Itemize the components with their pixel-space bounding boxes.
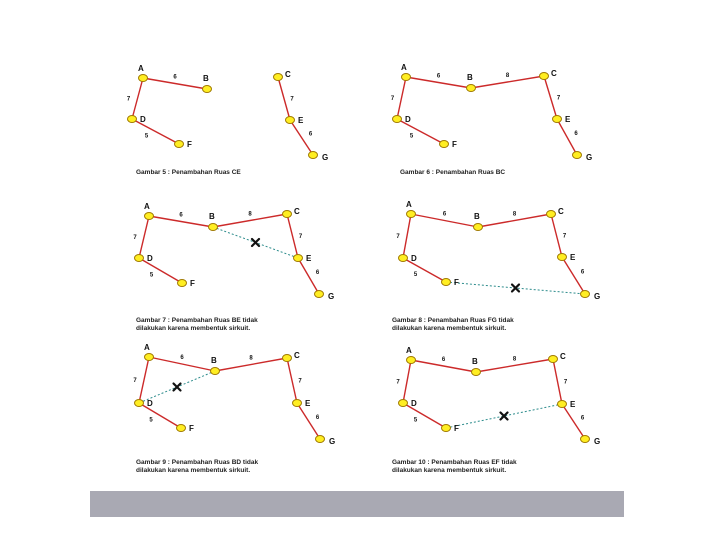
graph-node: [440, 141, 449, 148]
graph-node: [315, 291, 324, 298]
graph-edge: [553, 359, 562, 404]
graph-edge: [403, 214, 411, 258]
edge-weight-label: 6: [179, 212, 183, 219]
node-label: G: [328, 292, 335, 301]
graph-node: [209, 224, 218, 231]
figure-caption: dilakukan karena membentuk sirkuit.: [392, 467, 507, 474]
graph-edge: [290, 120, 313, 155]
edge-weight-label: 8: [512, 356, 517, 363]
node-label: D: [147, 399, 153, 408]
figure-caption: Gambar 7 : Penambahan Ruas BE tidak: [136, 317, 258, 324]
edge-weight-label: 7: [396, 379, 400, 386]
edge-weight-label: 8: [505, 73, 510, 79]
node-label: E: [298, 116, 304, 125]
node-label: B: [211, 356, 217, 365]
node-label: F: [189, 424, 194, 433]
node-label: B: [467, 73, 473, 82]
figure-caption: Gambar 10 : Penambahan Ruas EF tidak: [392, 459, 517, 466]
edge-weight-label: 7: [396, 234, 400, 240]
graph-edge: [562, 404, 585, 439]
graph-panel: [127, 64, 328, 176]
graph-node: [175, 141, 184, 148]
graph-node: [573, 152, 582, 159]
node-label: D: [411, 254, 417, 263]
edge-weight-label: 6: [580, 269, 585, 276]
node-label: C: [560, 352, 566, 361]
node-label: A: [138, 64, 144, 73]
node-label: G: [594, 437, 601, 446]
node-label: D: [405, 115, 411, 124]
edge-weight-label: 6: [315, 270, 320, 276]
edge-weight-label: 6: [436, 73, 441, 80]
graph-node: [316, 436, 325, 443]
edge-weight-label: 5: [413, 272, 418, 278]
node-label: F: [190, 279, 195, 288]
edge-weight-label: 7: [133, 378, 137, 384]
graph-panel: [133, 343, 335, 474]
graph-edge: [139, 216, 149, 258]
edge-weight-label: 5: [149, 272, 154, 279]
edge-weight-label: 6: [308, 131, 313, 138]
edge-weight-label: 5: [413, 417, 418, 424]
graph-node: [139, 75, 148, 82]
edge-weight-label: 8: [512, 211, 517, 218]
graph-node: [472, 369, 481, 376]
graph-edge: [544, 76, 557, 119]
graph-node: [145, 213, 154, 220]
edge-weight-label: 8: [248, 211, 252, 218]
graph-edge: [403, 403, 446, 428]
graph-edge: [557, 119, 577, 155]
graph-edge: [551, 214, 562, 257]
graph-node: [294, 255, 303, 262]
graph-node: [402, 74, 411, 81]
node-label: E: [305, 399, 311, 408]
edge-weight-label: 6: [580, 415, 585, 422]
node-label: A: [401, 63, 407, 72]
graph-panel: [391, 63, 592, 176]
graph-node: [283, 355, 292, 362]
figure-caption: dilakukan karena membentuk sirkuit.: [392, 325, 507, 332]
graph-node: [467, 85, 476, 92]
edge-weight-label: 7: [390, 96, 395, 102]
graph-node: [549, 356, 558, 363]
graph-node: [203, 86, 212, 93]
edge-weight-label: 7: [556, 95, 561, 102]
graph-edge: [139, 258, 182, 283]
node-label: B: [472, 357, 478, 366]
graph-node: [540, 73, 549, 80]
graph-panel: [392, 200, 600, 332]
node-label: F: [454, 278, 459, 287]
graph-node: [145, 354, 154, 361]
edge-weight-label: 7: [563, 379, 568, 386]
node-label: C: [558, 207, 564, 216]
node-label: G: [329, 437, 336, 446]
panels-root: [127, 63, 600, 474]
figure-caption: Gambar 5 : Penambahan Ruas CE: [136, 169, 241, 176]
figure-caption: dilakukan karena membentuk sirkuit.: [136, 467, 251, 474]
graph-panel: [133, 202, 334, 332]
graph-edge: [403, 258, 446, 282]
edge-weight-label: 6: [173, 74, 177, 81]
graph-node: [399, 400, 408, 407]
node-label: A: [406, 346, 412, 355]
figure-caption: dilakukan karena membentuk sirkuit.: [136, 325, 251, 332]
node-label: F: [452, 140, 457, 149]
node-label: C: [294, 351, 300, 360]
graph-node: [581, 291, 590, 298]
graph-node: [581, 436, 590, 443]
graph-edge: [287, 358, 297, 403]
edge-weight-label: 8: [249, 355, 253, 362]
footer-bar: [90, 491, 624, 517]
figure-caption: Gambar 8 : Penambahan Ruas FG tidak: [392, 317, 514, 324]
node-label: E: [565, 115, 571, 124]
graph-node: [407, 357, 416, 364]
graph-edge: [278, 77, 290, 120]
node-label: G: [586, 153, 593, 162]
graph-node: [283, 211, 292, 218]
edge-weight-label: 6: [574, 131, 578, 137]
node-label: E: [306, 254, 312, 263]
node-label: A: [144, 343, 150, 352]
graph-node: [211, 368, 220, 375]
graph-edge: [562, 257, 585, 294]
graph-node: [393, 116, 402, 123]
graph-node: [135, 255, 144, 262]
node-label: G: [322, 153, 329, 162]
node-label: E: [570, 400, 576, 409]
node-label: B: [474, 212, 480, 221]
edge-weight-label: 5: [144, 133, 149, 140]
graph-node: [135, 400, 144, 407]
graph-edge: [298, 258, 319, 294]
edge-weight-label: 6: [180, 355, 184, 361]
graph-node: [178, 280, 187, 287]
node-label: D: [411, 399, 417, 408]
node-label: C: [285, 70, 291, 79]
graph-edge: [139, 403, 181, 428]
edge-weight-label: 6: [441, 357, 446, 363]
edge-weight-label: 7: [126, 96, 131, 103]
graph-panel: [392, 346, 600, 474]
graph-node: [553, 116, 562, 123]
node-label: F: [187, 140, 192, 149]
figure-caption: Gambar 9 : Penambahan Ruas BD tidak: [136, 459, 259, 466]
graph-node: [474, 224, 483, 231]
graph-node: [293, 400, 302, 407]
rejected-x-icon: [174, 384, 181, 391]
graph-node: [399, 255, 408, 262]
graph-node: [177, 425, 186, 432]
graph-node: [407, 211, 416, 218]
node-label: G: [594, 292, 601, 301]
node-label: C: [294, 207, 300, 216]
edge-weight-label: 7: [290, 96, 294, 103]
edge-weight-label: 7: [562, 233, 567, 240]
graph-node: [274, 74, 283, 81]
graph-edge: [403, 360, 411, 403]
edge-weight-label: 5: [409, 133, 414, 140]
graph-edge: [132, 78, 143, 119]
node-label: D: [140, 115, 146, 124]
graph-edge: [139, 357, 149, 403]
graph-edge: [297, 403, 320, 439]
graph-node: [558, 254, 567, 261]
node-label: C: [551, 69, 557, 78]
node-label: B: [209, 212, 215, 221]
edge-weight-label: 6: [315, 415, 320, 421]
node-label: A: [406, 200, 412, 209]
node-label: D: [147, 254, 153, 263]
rejected-x-icon: [252, 239, 259, 246]
graph-node: [558, 401, 567, 408]
edge-weight-label: 5: [149, 417, 153, 424]
figure-caption: Gambar 6 : Penambahan Ruas BC: [400, 169, 506, 176]
graph-node: [547, 211, 556, 218]
graph-node: [442, 279, 451, 286]
graph-node: [442, 425, 451, 432]
graph-node: [309, 152, 318, 159]
edge-weight-label: 6: [442, 211, 447, 218]
edge-weight-label: 7: [133, 235, 137, 241]
graph-node: [286, 117, 295, 124]
node-label: E: [570, 253, 576, 262]
graph-node: [128, 116, 137, 123]
edge-weight-label: 7: [298, 378, 302, 385]
node-label: A: [144, 202, 150, 211]
node-label: B: [203, 74, 209, 83]
graph-edge: [397, 77, 406, 119]
graph-edge: [287, 214, 298, 258]
edge-weight-label: 7: [298, 234, 303, 240]
node-label: F: [454, 424, 459, 433]
